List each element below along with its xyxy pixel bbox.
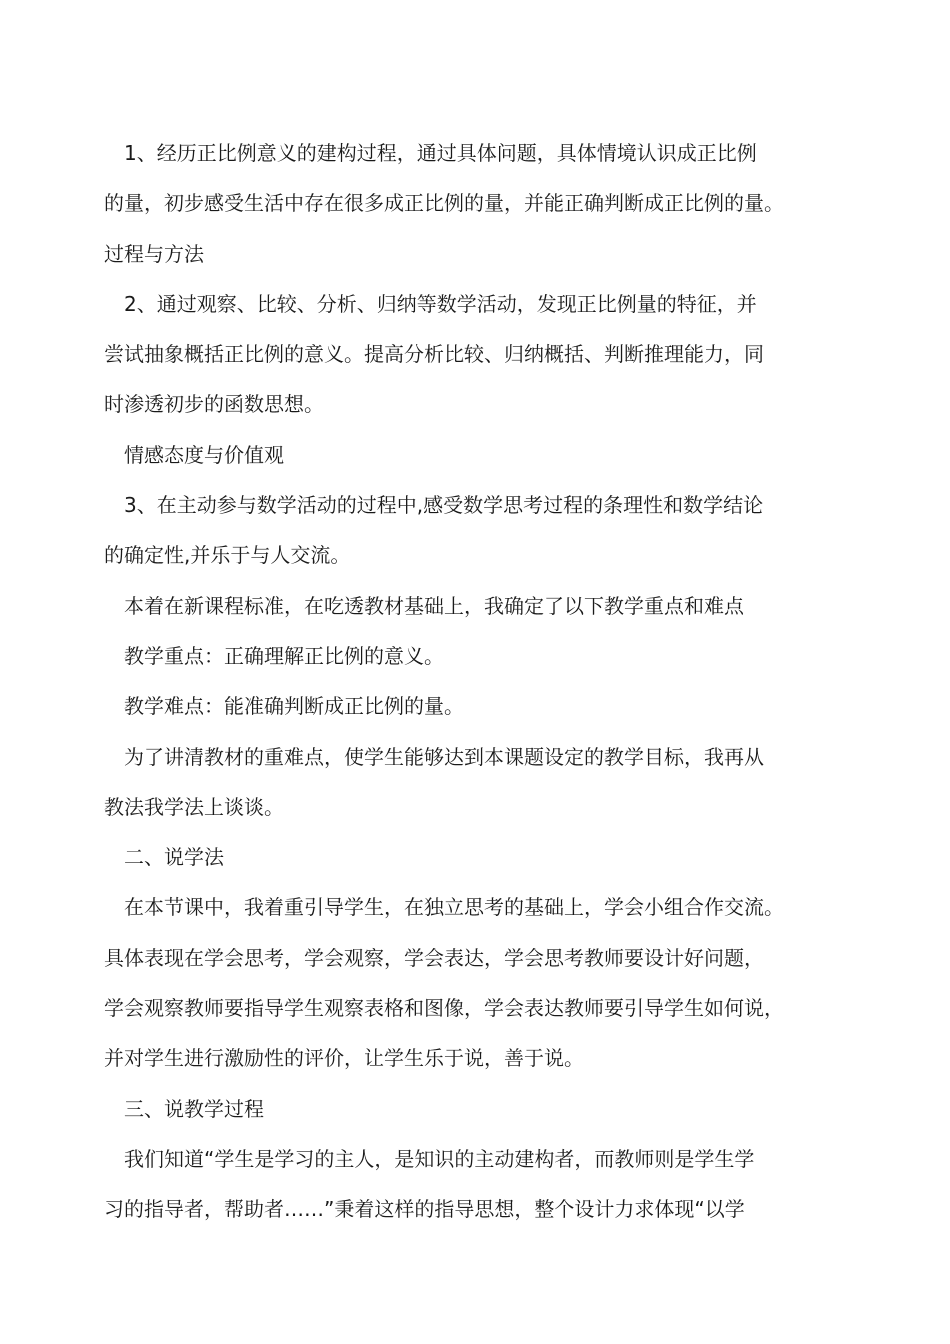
text-line: 2、通过观察、比较、分析、归纳等数学活动，发现正比例量的特征，并 <box>124 291 757 316</box>
text-line: 习的指导者，帮助者……”秉着这样的指导思想，整个设计力求体现“以学 <box>104 1197 745 1222</box>
text-line: 在本节课中，我着重引导学生，在独立思考的基础上，学会小组合作交流。 <box>124 895 784 920</box>
text-line: 为了讲清教材的重难点，使学生能够达到本课题设定的教学目标，我再从 <box>124 744 764 769</box>
text-line: 1、经历正比例意义的建构过程，通过具体问题，具体情境认识成正比例 <box>124 141 757 165</box>
section-heading: 情感态度与价值观 <box>124 442 284 467</box>
text-line: 学会观察教师要指导学生观察表格和图像，学会表达教师要引导学生如何说， <box>104 996 784 1021</box>
section-heading: 二、说学法 <box>124 845 224 870</box>
section-heading: 过程与方法 <box>104 241 204 266</box>
text-line: 的确定性,并乐于与人交流。 <box>104 543 351 568</box>
section-heading: 三、说教学过程 <box>124 1096 264 1121</box>
text-line: 本着在新课程标准，在吃透教材基础上，我确定了以下教学重点和难点 <box>124 593 744 618</box>
text-line: 教学难点：能准确判断成正比例的量。 <box>124 694 464 719</box>
text-line: 时渗透初步的函数思想。 <box>104 392 324 417</box>
text-line: 教学重点：正确理解正比例的意义。 <box>124 643 444 668</box>
text-line: 尝试抽象概括正比例的意义。提高分析比较、归纳概括、判断推理能力，同 <box>104 342 764 367</box>
text-line: 3、在主动参与数学活动的过程中,感受数学思考过程的条理性和数学结论 <box>124 493 764 518</box>
text-line: 教法我学法上谈谈。 <box>104 794 284 819</box>
text-line: 并对学生进行激励性的评价，让学生乐于说，善于说。 <box>104 1046 584 1071</box>
document-body <box>104 128 860 1235</box>
text-line: 具体表现在学会思考，学会观察，学会表达，学会思考教师要设计好问题， <box>104 945 764 970</box>
text-line: 的量，初步感受生活中存在很多成正比例的量，并能正确判断成正比例的量。 <box>104 191 784 216</box>
text-line: 我们知道“学生是学习的主人，是知识的主动建构者，而教师则是学生学 <box>124 1146 755 1171</box>
